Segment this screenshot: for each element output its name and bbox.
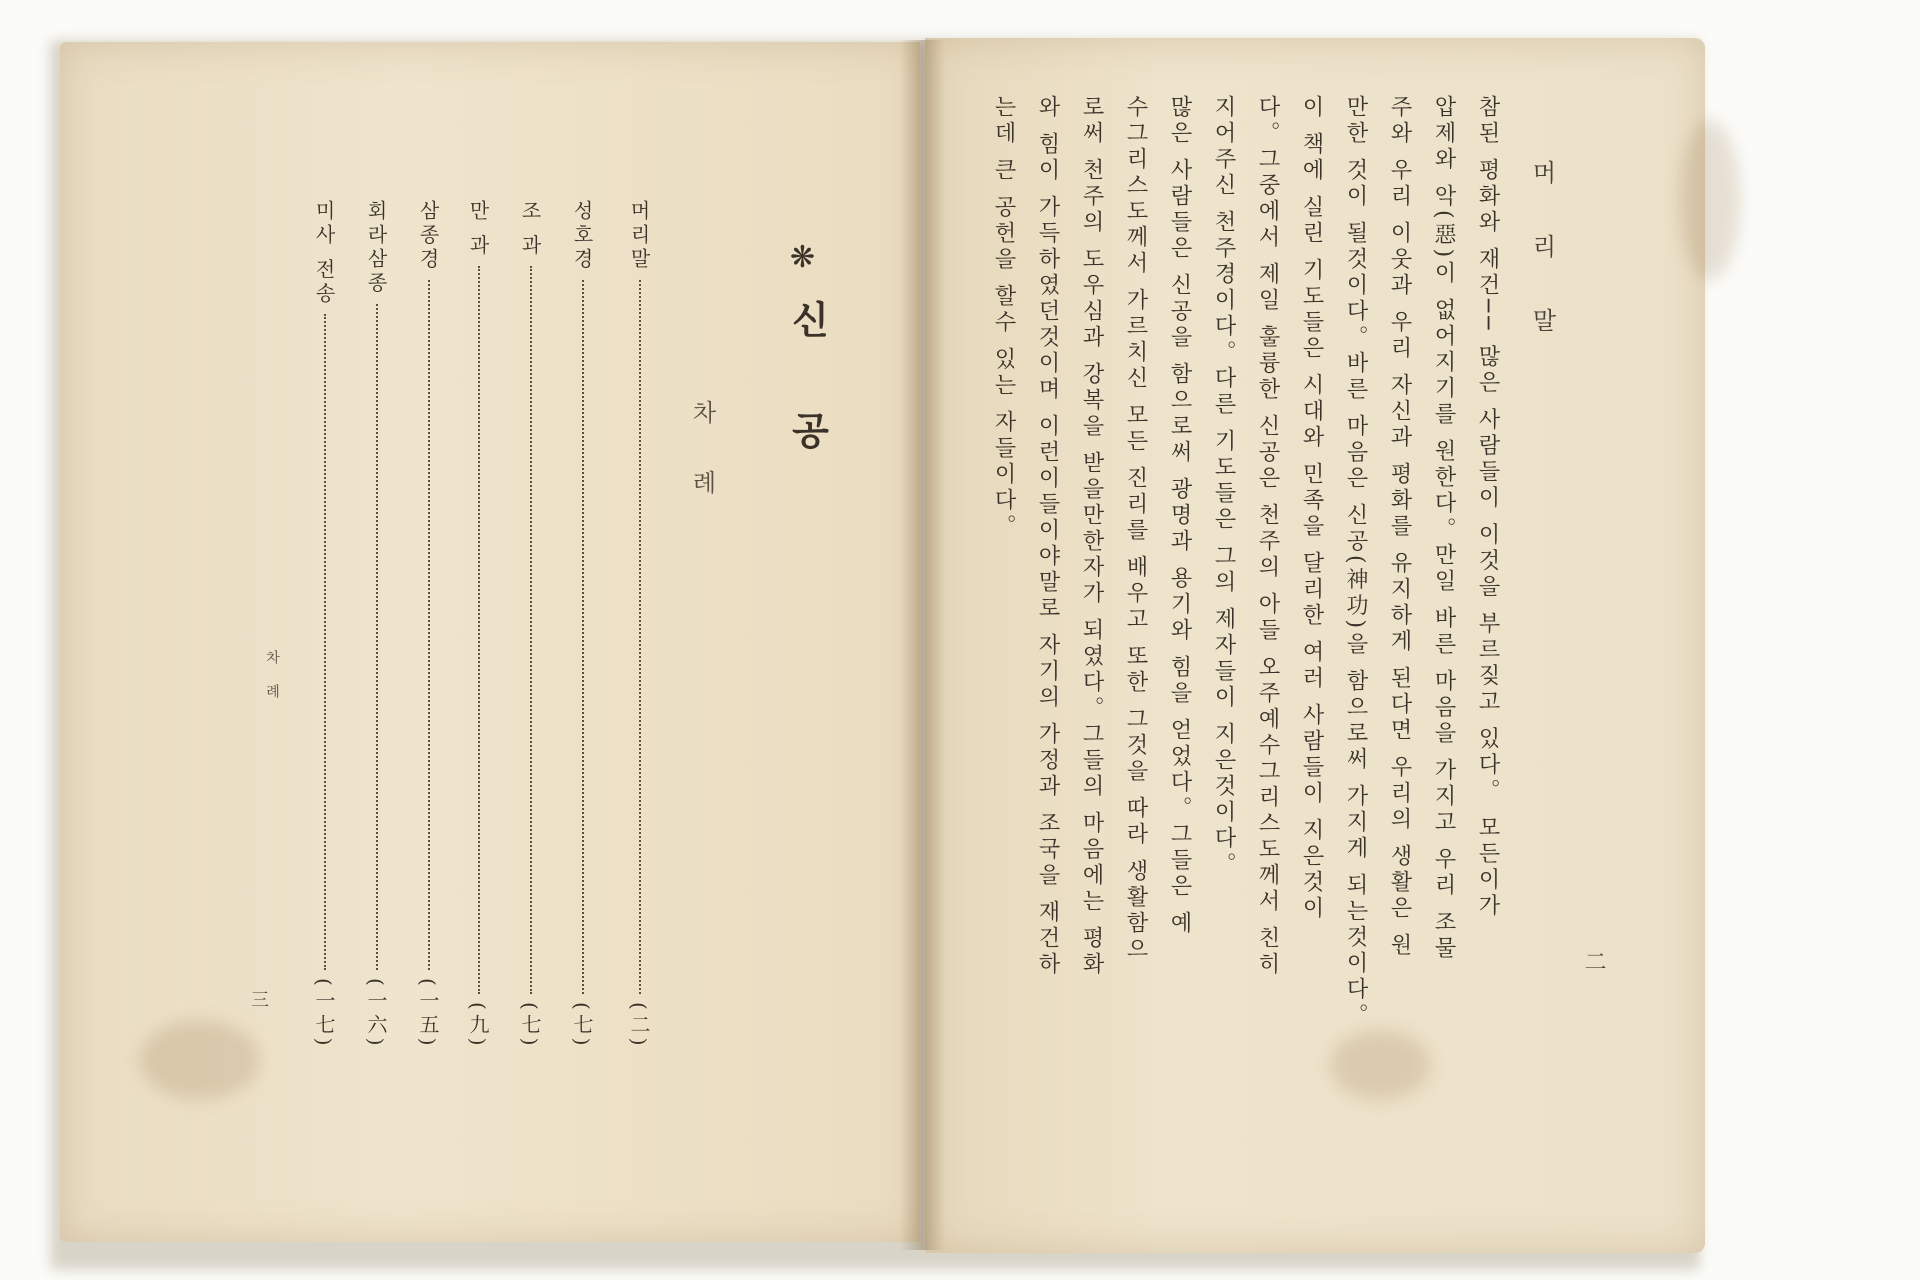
preface-line: 수그리스도께서 가르치신 모든 진리를 배우고 또한 그것을 따라 생활함으 (1123, 95, 1148, 963)
toc-dot-leader (639, 280, 641, 994)
toc-item-page: (九) (466, 1002, 490, 1050)
paper-stain (1330, 1030, 1430, 1100)
preface-line: 많은 사람들은 신공을 함으로써 광명과 용기와 힘을 얻었다。그들은 예 (1167, 95, 1192, 937)
book-gutter (900, 40, 945, 1250)
preface-line: 참된 평화와 재건── 많은 사람들이 이것을 부르짖고 있다。 모든이가 (1475, 95, 1500, 920)
preface-line: 압제와 악(惡)이 없어지기를 원한다。만일 바른 마음을 가지고 우리 조물 (1431, 95, 1456, 963)
preface-line: 지어주신 천주경이다。다른 기도들은 그의 제자들이 지은것이다。 (1211, 95, 1236, 878)
toc-item-label: 삼종경 (416, 200, 440, 272)
toc-item (568, 200, 597, 1050)
toc-dot-leader (428, 280, 430, 970)
toc-item (464, 200, 493, 1050)
toc-item-label: 회라삼종 (364, 200, 388, 296)
paper-stain (1680, 120, 1740, 280)
toc-item-page: (一七) (312, 978, 336, 1050)
preface-line: 와 힘이 가득하였던것이며 이런이들이야말로 자기의 가정과 조국을 재건하 (1035, 95, 1060, 978)
toc-dot-leader (530, 266, 532, 994)
toc-item (516, 200, 545, 1050)
paper-stain (140, 1020, 260, 1100)
preface-line: 만한 것이 될것이다。바른 마음은 신공(神功)을 함으로써 가지게 되는것이다。 (1343, 95, 1368, 1030)
page-number-right: 二 (1581, 950, 1606, 972)
toc-item (625, 200, 654, 1050)
toc-item (362, 200, 391, 1050)
toc-dot-leader (324, 314, 326, 970)
toc-item-page: (七) (518, 1002, 542, 1050)
toc-item-page: (七) (570, 1002, 594, 1050)
toc-dot-leader (478, 266, 480, 994)
toc-item-page: (一六) (364, 978, 388, 1050)
preface-line: 주와 우리 이웃과 우리 자신과 평화를 유지하게 된다면 우리의 생활은 원 (1387, 95, 1412, 959)
toc-item-label: 미사 전송 (312, 200, 336, 307)
preface-line: 는데 큰 공헌을 할수 있는 자들이다。 (991, 95, 1016, 540)
preface-line: 이 책에 실린 기도들은 시대와 민족을 달리한 여러 사람들이 지은것이 (1299, 95, 1324, 922)
toc-item-page: (二) (627, 1002, 651, 1050)
toc-item-label: 조 과 (518, 200, 542, 259)
toc-footer: 차례 (264, 650, 280, 718)
toc-dot-leader (582, 280, 584, 994)
page-number-left: 三 (248, 990, 269, 1008)
toc-item-label: 머리말 (627, 200, 651, 272)
toc-item-label: 성호경 (570, 200, 594, 272)
toc-subtitle: 차례 (688, 400, 716, 540)
ornament-icon: ❋ (785, 240, 820, 275)
toc-title: 신 공 (785, 300, 830, 480)
toc-item (414, 200, 443, 1050)
preface-title: 머리말 (1528, 160, 1556, 382)
toc-dot-leader (376, 304, 378, 970)
preface-line: 로써 천주의 도우심과 강복을 받을만한자가 되였다。그들의 마음에는 평화 (1079, 95, 1104, 978)
preface-line: 다。그중에서 제일 훌륭한 신공은 천주의 아들 오주예수그리스도께서 친히 (1255, 95, 1280, 978)
toc-item-page: (一五) (416, 978, 440, 1050)
toc-item-label: 만 과 (466, 200, 490, 259)
toc-item (310, 200, 339, 1050)
